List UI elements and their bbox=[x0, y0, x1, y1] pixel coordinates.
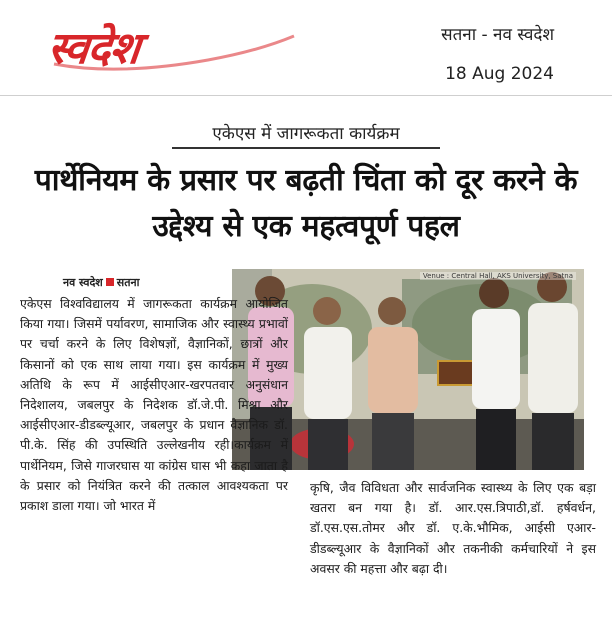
edition-date: 18 Aug 2024 bbox=[445, 64, 554, 84]
byline bbox=[63, 275, 139, 290]
edition-place: सतना - नव स्वदेश bbox=[441, 25, 554, 45]
article-body-right: कृषि, जैव विविधता और सार्वजनिक स्वास्थ्य के लिए एक बड़ा खतरा बन गया है। डॉ. आर.एस.त्रिपाठी,डॉ. हर्षवर्धन, डॉ.एस.एस.तोमर और डॉ. ए.के.भौमिक, आईसी एआर-डीडब्ल्यूआर के वैज्ञानिकों और तकनीकी कर्मचारियों ने इस अवसर की महत्ता और बढ़ा दी। bbox=[310, 480, 596, 576]
article-headline: पार्थेनियम के प्रसार पर बढ़ती चिंता को दूर करने के उद्देश्य से एक महत्वपूर्ण पहल bbox=[34, 163, 578, 244]
byline-source: नव स्वदेश bbox=[63, 276, 103, 289]
photo-venue-caption: Venue : Central Hall, AKS University, Satna bbox=[420, 272, 576, 280]
article-kicker: एकेएस में जागरूकता कार्यक्रम bbox=[212, 124, 400, 144]
article-body-left: एकेएस विश्वविद्यालय में जागरूकता कार्यक्रम आयोजित किया गया। जिसमें पर्यावरण, सामाजिक और स्वास्थ्य प्रभावों पर चर्चा करने के लिए विशेषज्ञों, वैज्ञानिकों, छात्रों और किसानों को एक साथ लाया गया। इस कार्यक्रम में मुख्य अतिथि के रूप में आईसीएआर-खरपतवार अनुसंधान निदेशालय, जबलपुर के निदेशक डॉ.जे.पी. मिश्रा और आईसीएआर-डीडब्ल्यूआर, जबलपुर के प्रधान वैज्ञानिक डॉ. पी.के. सिंह की उपस्थिति उल्लेखनीय रही।कार्यक्रम में पार्थेनियम, जिसे गाजरघास या कांग्रेस घास भी कहा जाता है के प्रसार को नियंत्रित करने की तत्काल आवश्यकता पर प्रकाश डाला गया। जो भारत में bbox=[20, 296, 288, 514]
logo-wordmark: स्वदेश bbox=[45, 23, 142, 74]
header-divider bbox=[0, 95, 612, 96]
byline-city: सतना bbox=[116, 276, 140, 289]
newspaper-logo bbox=[45, 20, 298, 78]
kicker-underline bbox=[172, 147, 440, 149]
byline-separator-icon bbox=[106, 278, 114, 286]
